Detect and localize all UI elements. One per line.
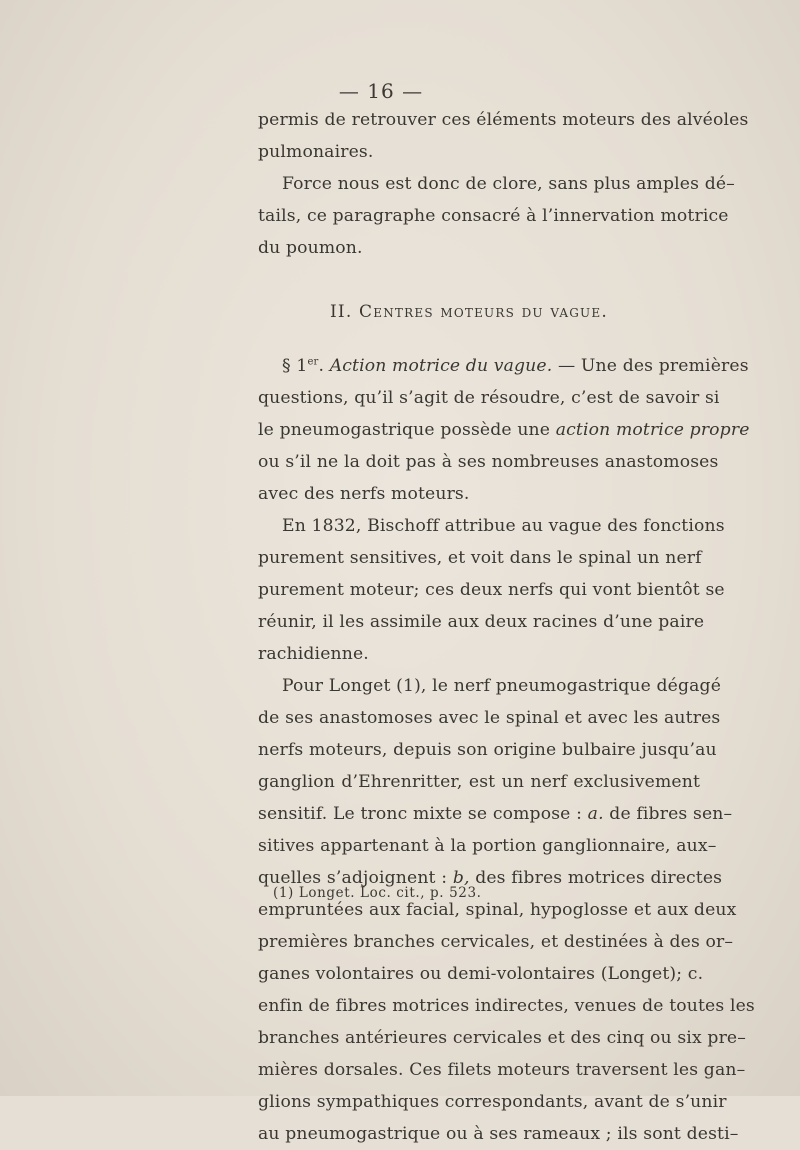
text-line: ganes volontaires ou demi-volontaires (Longet); c. bbox=[258, 964, 704, 984]
italic-letter-a: a. bbox=[587, 804, 604, 824]
section-title: Centres moteurs du vague. bbox=[359, 302, 608, 322]
text-line: rachidienne. bbox=[258, 644, 369, 664]
text-line: mières dorsales. Ces filets moteurs traversent les gan– bbox=[258, 1060, 746, 1080]
text-line: ganglion d’Ehrenritter, est un nerf exclusivement bbox=[258, 772, 700, 792]
text-line: avec des nerfs moteurs. bbox=[258, 484, 470, 504]
section-numeral: II. bbox=[330, 302, 353, 322]
subsection-first-line: Une des premières bbox=[580, 356, 749, 376]
text-line: En 1832, Bischoff attribue au vague des fonctions bbox=[282, 516, 725, 536]
page-number bbox=[0, 79, 800, 103]
subsection-mark-sup: er bbox=[307, 356, 319, 368]
text-line-with-italic bbox=[258, 414, 750, 446]
text-line: du poumon. bbox=[258, 238, 363, 258]
italic-phrase: action motrice propre bbox=[555, 420, 750, 440]
section-heading bbox=[258, 296, 700, 328]
body-text bbox=[258, 104, 755, 1150]
subsection-mark: § 1 bbox=[282, 356, 308, 376]
text-line: empruntées aux facial, spinal, hypoglosse et aux deux bbox=[258, 900, 737, 920]
text-line: Force nous est donc de clore, sans plus amples dé– bbox=[282, 174, 735, 194]
text-fragment: le pneumogastrique possède une bbox=[258, 420, 551, 440]
text-line: sitives appartenant à la portion ganglionnaire, aux– bbox=[258, 836, 717, 856]
text-line: réunir, il les assimile aux deux racines d’une paire bbox=[258, 612, 705, 632]
text-line: branches antérieures cervicales et des cinq ou six pre– bbox=[258, 1028, 746, 1048]
text-line: questions, qu’il s’agit de résoudre, c’est de savoir si bbox=[258, 388, 720, 408]
text-line: purement moteur; ces deux nerfs qui vont bientôt se bbox=[258, 580, 725, 600]
subsection-title: Action motrice du vague. bbox=[329, 356, 553, 376]
text-fragment: de fibres sen– bbox=[603, 804, 733, 824]
page-number-text: — 16 — bbox=[338, 79, 424, 103]
italic-letter-b: b, bbox=[452, 868, 470, 888]
text-line: premières branches cervicales, et destinées à des or– bbox=[258, 932, 734, 952]
subsection-line: § 1er. Action motrice du vague. — Une des premières bbox=[282, 356, 749, 376]
text-line: pulmonaires. bbox=[258, 142, 374, 162]
text-fragment: sensitif. Le tronc mixte se compose : bbox=[258, 804, 583, 824]
text-line: ou s’il ne la doit pas à ses nombreuses anastomoses bbox=[258, 452, 719, 472]
text-line: Pour Longet (1), le nerf pneumogastrique dégagé bbox=[282, 676, 722, 696]
text-fragment: des fibres motrices directes bbox=[469, 868, 723, 888]
text-line: purement sensitives, et voit dans le spinal un nerf bbox=[258, 548, 702, 568]
text-line: tails, ce paragraphe consacré à l’innervation motrice bbox=[258, 206, 729, 226]
text-line: permis de retrouver ces éléments moteurs des alvéoles bbox=[258, 110, 749, 130]
text-line: enfin de fibres motrices indirectes, venues de toutes les bbox=[258, 996, 755, 1016]
text-line: nerfs moteurs, depuis son origine bulbaire jusqu’au bbox=[258, 740, 717, 760]
text-line: de ses anastomoses avec le spinal et avec les autres bbox=[258, 708, 721, 728]
text-line-with-italic bbox=[258, 798, 733, 830]
text-line: au pneumogastrique ou à ses rameaux ; ils sont desti– bbox=[258, 1124, 739, 1144]
text-line: glions sympathiques correspondants, avant de s’unir bbox=[258, 1092, 727, 1112]
footnote: (1) Longet. Loc. cit., p. 523. bbox=[273, 885, 482, 901]
text-fragment: quelles s’adjoignent : bbox=[258, 868, 448, 888]
subsection-dash: — bbox=[552, 356, 581, 376]
